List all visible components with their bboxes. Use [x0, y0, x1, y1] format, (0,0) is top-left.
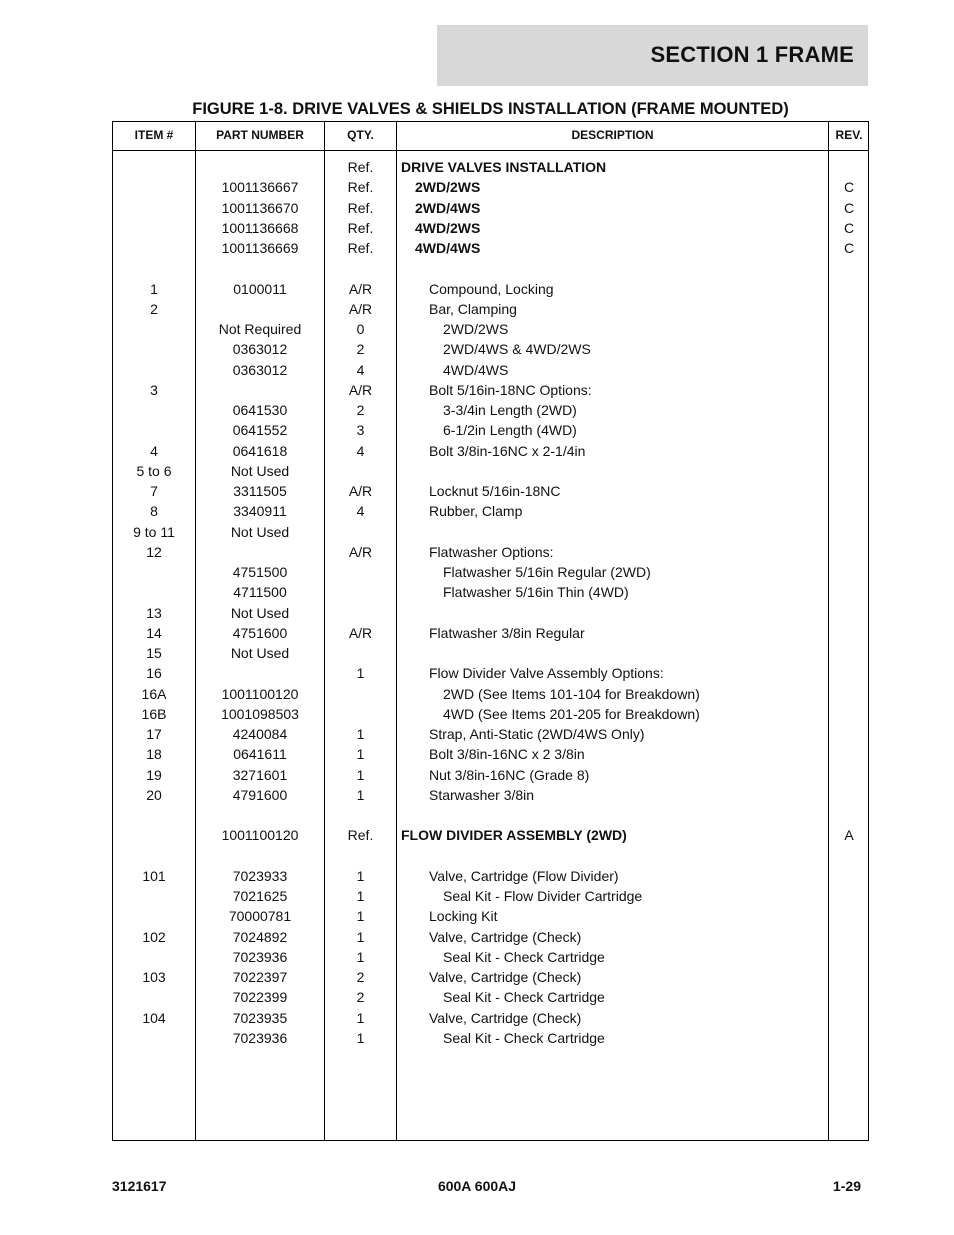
quantity: 4	[356, 442, 365, 459]
item-number: 16	[146, 665, 162, 682]
table-row	[113, 481, 868, 501]
parts-table	[112, 121, 869, 1141]
description: Flatwasher 5/16in Regular (2WD)	[443, 564, 651, 580]
quantity: 2	[356, 402, 365, 418]
quantity: A/R	[348, 381, 373, 398]
description: 6-1/2in Length (4WD)	[443, 422, 577, 439]
description: Seal Kit - Check Cartridge	[443, 948, 605, 965]
description: 2WD/4WS	[415, 199, 481, 216]
part-number: Not Required	[218, 321, 302, 337]
table-row	[113, 562, 868, 582]
description: Flatwasher Options:	[429, 543, 554, 560]
table-row	[113, 866, 868, 886]
part-number: 0100011	[233, 280, 287, 297]
revision: C	[843, 219, 855, 236]
part-number: 1001136667	[221, 179, 299, 196]
part-number: 70000781	[228, 908, 292, 925]
table-row	[113, 987, 868, 1007]
quantity: Ref.	[347, 827, 374, 844]
table-row	[113, 886, 868, 906]
quantity: 1	[356, 888, 365, 904]
part-number: 3271601	[232, 766, 288, 783]
table-row-spacer	[113, 258, 868, 278]
revision: C	[843, 179, 855, 196]
description: Rubber, Clamp	[429, 503, 523, 520]
table-row	[113, 400, 868, 420]
table-row	[113, 420, 868, 440]
description: 2WD/4WS & 4WD/2WS	[443, 341, 591, 358]
table-row	[113, 623, 868, 643]
table-row	[113, 218, 868, 238]
item-number: 9 to 11	[133, 523, 175, 540]
quantity: 4	[356, 503, 365, 520]
part-number: 1001100120	[221, 827, 299, 844]
table-row	[113, 906, 868, 926]
description: Compound, Locking	[429, 280, 554, 297]
figure-title: FIGURE 1-8. DRIVE VALVES & SHIELDS INSTALLATION (FRAME MOUNTED)	[192, 100, 789, 118]
quantity: A/R	[348, 624, 373, 641]
quantity: 1	[356, 1029, 365, 1046]
table-row	[113, 360, 868, 380]
header-description: DESCRIPTION	[571, 128, 654, 142]
quantity: Ref.	[347, 240, 374, 256]
table-row	[113, 339, 868, 359]
table-row	[113, 744, 868, 764]
quantity: 1	[356, 1009, 365, 1026]
part-number: Not Used	[230, 604, 290, 621]
description: Flow Divider Valve Assembly Options:	[429, 665, 664, 682]
description: Bar, Clamping	[429, 300, 517, 317]
quantity: 1	[356, 746, 365, 763]
table-row	[113, 501, 868, 521]
item-number: 7	[150, 483, 158, 499]
table-row	[113, 177, 868, 197]
quantity: Ref.	[347, 179, 374, 196]
item-number: 4	[150, 442, 158, 459]
part-number: Not Used	[230, 645, 290, 661]
table-row-spacer	[113, 846, 868, 866]
part-number: Not Used	[230, 523, 290, 540]
quantity: 1	[356, 786, 365, 803]
quantity: A/R	[348, 543, 373, 560]
item-number: 13	[146, 604, 162, 621]
description: 2WD/2WS	[443, 321, 509, 337]
quantity: Ref.	[347, 159, 374, 175]
part-number: 7024892	[232, 928, 288, 945]
description: Nut 3/8in-16NC (Grade 8)	[429, 766, 590, 783]
item-number: 1	[150, 280, 158, 297]
part-number: 0641552	[232, 422, 288, 439]
section-header	[437, 25, 868, 86]
item-number: 101	[142, 867, 166, 884]
description: DRIVE VALVES INSTALLATION	[401, 159, 607, 175]
table-row	[113, 299, 868, 319]
quantity: 1	[356, 928, 365, 945]
item-number: 20	[146, 786, 162, 803]
table-row	[113, 319, 868, 339]
part-number: 1001100120	[221, 685, 299, 702]
item-number: 102	[142, 928, 166, 945]
part-number: 0363012	[232, 341, 288, 358]
table-row	[113, 785, 868, 805]
quantity: 2	[356, 989, 365, 1006]
table-row	[113, 663, 868, 683]
description: Bolt 3/8in-16NC x 2 3/8in	[429, 746, 585, 763]
quantity: 1	[356, 948, 365, 965]
part-number: 7023936	[232, 948, 288, 965]
description: Bolt 3/8in-16NC x 2-1/4in	[429, 442, 586, 459]
part-number: 1001136669	[221, 240, 299, 256]
quantity: 1	[356, 766, 365, 783]
part-number: 4751500	[232, 564, 288, 580]
header-part-number: PART NUMBER	[216, 128, 304, 142]
part-number: 3311505	[233, 483, 287, 499]
item-number: 15	[146, 645, 162, 661]
header-item: ITEM #	[134, 128, 174, 142]
quantity: A/R	[348, 483, 373, 499]
part-number: Not Used	[230, 462, 290, 479]
footer-doc-number: 3121617	[112, 1178, 167, 1194]
table-row	[113, 380, 868, 400]
description: Strap, Anti-Static (2WD/4WS Only)	[429, 726, 645, 742]
part-number: 7021625	[232, 888, 288, 904]
quantity: 1	[356, 908, 365, 925]
description: Valve, Cartridge (Check)	[429, 1009, 582, 1026]
part-number: 7022399	[232, 989, 288, 1006]
part-number: 1001136670	[221, 199, 299, 216]
quantity: 1	[356, 867, 365, 884]
item-number: 103	[142, 969, 166, 985]
revision: A	[844, 827, 854, 844]
table-row-spacer	[113, 805, 868, 825]
table-header	[113, 122, 868, 151]
quantity: A/R	[348, 280, 373, 297]
table-row	[113, 157, 868, 177]
description: Flatwasher 5/16in Thin (4WD)	[443, 584, 629, 601]
footer-model: 600A 600AJ	[437, 1178, 517, 1194]
description: Valve, Cartridge (Check)	[429, 928, 582, 945]
quantity: 0	[356, 321, 365, 337]
table-row	[113, 724, 868, 744]
part-number: 0363012	[232, 361, 288, 378]
revision: C	[843, 240, 855, 256]
item-number: 3	[150, 381, 158, 398]
header-rev: REV.	[835, 128, 863, 142]
revision: C	[843, 199, 855, 216]
quantity: Ref.	[347, 219, 374, 236]
table-row	[113, 947, 868, 967]
table-row	[113, 684, 868, 704]
part-number: 3340911	[233, 503, 287, 520]
part-number: 0641618	[232, 442, 288, 459]
part-number: 4711500	[233, 584, 287, 601]
description: 4WD (See Items 201-205 for Breakdown)	[443, 705, 700, 722]
item-number: 14	[146, 624, 162, 641]
item-number: 18	[146, 746, 162, 763]
table-row	[113, 582, 868, 602]
quantity: 2	[356, 969, 365, 985]
table-row	[113, 825, 868, 845]
item-number: 17	[146, 726, 162, 742]
item-number: 16B	[141, 705, 167, 722]
description: Starwasher 3/8in	[429, 786, 535, 803]
description: 2WD/2WS	[415, 179, 481, 196]
item-number: 16A	[141, 685, 167, 702]
quantity: 2	[356, 341, 365, 358]
description: Valve, Cartridge (Flow Divider)	[429, 867, 619, 884]
quantity: 1	[356, 726, 365, 742]
item-number: 12	[146, 543, 162, 560]
table-row	[113, 603, 868, 623]
table-row	[113, 238, 868, 258]
part-number: 7022397	[232, 969, 288, 985]
item-number: 8	[150, 503, 158, 520]
quantity: A/R	[348, 300, 373, 317]
section-title: SECTION 1 FRAME	[650, 42, 854, 67]
table-row	[113, 441, 868, 461]
table-row	[113, 967, 868, 987]
part-number: 7023933	[232, 867, 288, 884]
description: 2WD (See Items 101-104 for Breakdown)	[443, 685, 700, 702]
quantity: 4	[356, 361, 365, 378]
part-number: 4240084	[232, 726, 288, 742]
table-row	[113, 198, 868, 218]
item-number: 5 to 6	[136, 462, 172, 479]
part-number: 7023935	[232, 1009, 288, 1026]
part-number: 0641611	[233, 746, 287, 763]
table-row	[113, 704, 868, 724]
table-row	[113, 643, 868, 663]
table-row	[113, 927, 868, 947]
table-row	[113, 522, 868, 542]
table-row	[113, 1028, 868, 1048]
item-number: 19	[146, 766, 162, 783]
description: Seal Kit - Flow Divider Cartridge	[443, 888, 643, 904]
quantity: 1	[356, 665, 365, 682]
part-number: 1001098503	[221, 705, 299, 722]
part-number: 4791600	[232, 786, 288, 803]
part-number: 7023936	[232, 1029, 288, 1046]
table-row	[113, 765, 868, 785]
table-row	[113, 542, 868, 562]
table-row	[113, 461, 868, 481]
description: FLOW DIVIDER ASSEMBLY (2WD)	[401, 827, 627, 844]
part-number: 0641530	[232, 402, 288, 418]
description: Locknut 5/16in-18NC	[429, 483, 561, 499]
description: Valve, Cartridge (Check)	[429, 969, 582, 985]
quantity: 3	[356, 422, 365, 439]
table-row	[113, 1008, 868, 1028]
header-qty: QTY.	[347, 128, 374, 142]
description: Seal Kit - Check Cartridge	[443, 1029, 605, 1046]
quantity: Ref.	[347, 199, 374, 216]
description: Flatwasher 3/8in Regular	[429, 624, 585, 641]
description: 3-3/4in Length (2WD)	[443, 402, 577, 418]
table-row	[113, 279, 868, 299]
description: Seal Kit - Check Cartridge	[443, 989, 605, 1006]
description: 4WD/4WS	[443, 361, 509, 378]
footer-page-number: 1-29	[832, 1178, 861, 1194]
description: 4WD/4WS	[415, 240, 481, 256]
description: 4WD/2WS	[415, 219, 481, 236]
description: Bolt 5/16in-18NC Options:	[429, 381, 592, 398]
description: Locking Kit	[429, 908, 498, 925]
item-number: 2	[150, 300, 158, 317]
item-number: 104	[142, 1009, 166, 1026]
part-number: 4751600	[232, 624, 288, 641]
part-number: 1001136668	[221, 219, 299, 236]
